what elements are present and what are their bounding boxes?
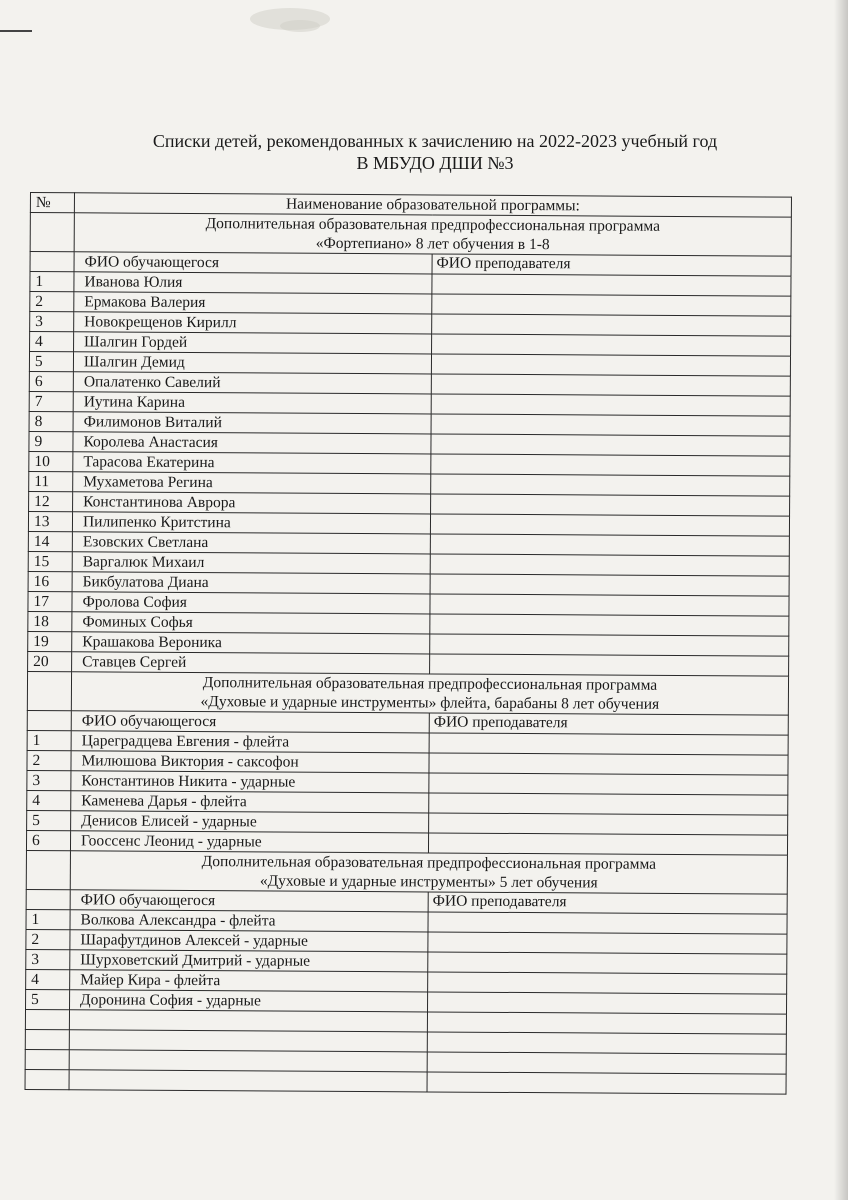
student-name-header: ФИО обучающегося (70, 890, 428, 912)
row-number: 19 (28, 631, 72, 651)
student-name: Варгалюк Михаил (72, 552, 430, 574)
row-number: 1 (30, 272, 74, 292)
enrollment-table (25, 192, 792, 1095)
teacher-name-cell (431, 494, 790, 516)
teacher-name-cell (432, 314, 791, 336)
student-name: Шалгин Гордей (74, 332, 432, 354)
row-number: 20 (28, 651, 72, 671)
program-title-line-1: Дополнительная образовательная предпрофессиональная программа (205, 215, 661, 235)
student-name: Тарасова Екатерина (73, 452, 431, 474)
student-name: Ермакова Валерия (74, 292, 432, 314)
row-number: 18 (28, 611, 72, 631)
title-line-2: В МБУДО ДШИ №3 (356, 153, 514, 173)
empty-cell (69, 1050, 427, 1072)
student-name: Иванова Юлия (74, 272, 432, 294)
empty-cell (27, 671, 71, 710)
teacher-name-cell (428, 833, 787, 855)
teacher-name-cell (429, 813, 788, 835)
empty-cell (27, 710, 71, 730)
teacher-name-cell (430, 614, 789, 636)
student-name: Новокрещенов Кирилл (74, 312, 432, 334)
empty-cell (25, 1029, 69, 1049)
empty-cell (69, 1010, 427, 1032)
teacher-name-header: ФИО преподавателя (429, 713, 788, 735)
row-number: 8 (29, 411, 73, 431)
row-number: 4 (26, 969, 70, 989)
student-name: Пилипенко Критстина (72, 512, 430, 534)
row-number: 3 (27, 770, 71, 790)
teacher-name-cell (431, 394, 790, 416)
scan-shadow (834, 0, 848, 1200)
row-number: 5 (26, 989, 70, 1009)
row-number: 6 (26, 830, 70, 850)
student-name: Константинов Никита - ударные (71, 771, 429, 793)
student-name-header: ФИО обучающегося (71, 711, 429, 733)
student-name: Доронина София - ударные (70, 990, 428, 1012)
empty-cell (30, 213, 74, 252)
student-name: Иутина Карина (73, 392, 431, 414)
student-name: Крашакова Вероника (72, 632, 430, 654)
teacher-name-cell (428, 932, 787, 954)
teacher-name-cell (432, 274, 791, 296)
student-name: Фоминых Софья (72, 612, 430, 634)
program-title-line-2: «Фортепиано» 8 лет обучения в 1-8 (315, 234, 550, 254)
teacher-name-cell (430, 594, 789, 616)
title-line-1: Списки детей, рекомендованных к зачислению на 2022-2023 учебный год (152, 131, 718, 151)
student-name: Денисов Елисей - ударные (71, 811, 429, 833)
program-title (74, 213, 791, 256)
empty-cell (427, 1072, 786, 1094)
document-title (40, 130, 830, 174)
teacher-name-cell (430, 654, 789, 676)
row-number: 2 (26, 929, 70, 949)
program-title-line-1: Дополнительная образовательная предпрофессиональная программа (202, 674, 658, 694)
empty-cell (427, 1012, 786, 1034)
program-title (71, 672, 788, 715)
row-number: 1 (26, 909, 70, 929)
row-number: 6 (29, 371, 73, 391)
student-name: Константинова Аврора (73, 492, 431, 514)
student-name: Волкова Александра - флейта (70, 910, 428, 932)
student-name: Милюшова Виктория - саксофон (71, 751, 429, 773)
teacher-name-cell (430, 514, 789, 536)
teacher-name-cell (431, 414, 790, 436)
student-name: Опалатенко Савелий (73, 372, 431, 394)
teacher-name-cell (430, 634, 789, 656)
program-title-row (30, 213, 791, 257)
empty-cell (427, 1052, 786, 1074)
row-number: 7 (29, 391, 73, 411)
empty-cell (427, 1032, 786, 1054)
teacher-name-cell (431, 434, 790, 456)
teacher-name-cell (431, 474, 790, 496)
teacher-name-cell (430, 554, 789, 576)
program-title-line-2: «Духовые и ударные инструменты» флейта, барабаны 8 лет обучения (200, 693, 660, 713)
row-number: 3 (30, 312, 74, 332)
program-title-row (27, 671, 788, 715)
row-number: 16 (28, 571, 72, 591)
teacher-name-cell (431, 454, 790, 476)
scan-smudge (280, 20, 320, 32)
student-name: Королева Анастасия (73, 432, 431, 454)
student-name: Ставцев Сергей (72, 652, 430, 674)
empty-cell (25, 1069, 69, 1089)
student-name: Шурховетский Дмитрий - ударные (70, 950, 428, 972)
row-number: 3 (26, 949, 70, 969)
teacher-name-cell (430, 534, 789, 556)
empty-cell (25, 1049, 69, 1069)
row-number: 1 (27, 730, 71, 750)
student-name: Филимонов Виталий (73, 412, 431, 434)
empty-cell (69, 1030, 427, 1052)
student-name: Фролова София (72, 592, 430, 614)
row-number: 9 (29, 431, 73, 451)
program-title-line-1: Дополнительная образовательная предпрофессиональная программа (201, 853, 657, 873)
program-header: Наименование образовательной программы: (74, 193, 791, 217)
teacher-name-cell (430, 574, 789, 596)
scan-edge-mark (0, 30, 32, 32)
row-number: 2 (27, 750, 71, 770)
teacher-name-cell (429, 773, 788, 795)
student-name: Езовских Светлана (72, 532, 430, 554)
teacher-name-header: ФИО преподавателя (428, 892, 787, 914)
student-name: Гооссенс Леонид - ударные (70, 831, 428, 853)
number-header: № (30, 193, 74, 213)
row-number: 15 (28, 551, 72, 571)
program-title-line-2: «Духовые и ударные инструменты» 5 лет обучения (259, 872, 598, 892)
row-number: 2 (30, 292, 74, 312)
student-name: Шалгин Демид (73, 352, 431, 374)
empty-row (25, 1069, 786, 1094)
student-name-header: ФИО обучающегося (74, 252, 432, 274)
row-number: 14 (28, 531, 72, 551)
row-number: 17 (28, 591, 72, 611)
row-number: 12 (29, 491, 73, 511)
row-number: 13 (28, 511, 72, 531)
teacher-name-cell (427, 992, 786, 1014)
teacher-name-cell (431, 374, 790, 396)
program-title (70, 851, 787, 894)
teacher-name-cell (432, 334, 791, 356)
empty-cell (26, 850, 70, 889)
empty-cell (25, 1009, 69, 1029)
row-number: 5 (27, 810, 71, 830)
empty-cell (26, 889, 70, 909)
student-name: Мухаметова Регина (73, 472, 431, 494)
teacher-name-cell (428, 972, 787, 994)
row-number: 11 (29, 471, 73, 491)
teacher-name-cell (432, 294, 791, 316)
teacher-name-cell (429, 733, 788, 755)
teacher-name-cell (428, 952, 787, 974)
program-title-row (26, 850, 787, 894)
student-name: Шарафутдинов Алексей - ударные (70, 930, 428, 952)
empty-cell (30, 252, 74, 272)
row-number: 4 (27, 790, 71, 810)
teacher-name-header: ФИО преподавателя (432, 254, 791, 276)
teacher-name-cell (429, 793, 788, 815)
row-number: 4 (30, 332, 74, 352)
student-name: Каменева Дарья - флейта (71, 791, 429, 813)
teacher-name-cell (431, 354, 790, 376)
row-number: 5 (29, 352, 73, 372)
student-name: Цареградцева Евгения - флейта (71, 731, 429, 753)
teacher-name-cell (429, 753, 788, 775)
student-name: Майер Кира - флейта (70, 970, 428, 992)
empty-cell (69, 1070, 427, 1092)
row-number: 10 (29, 451, 73, 471)
teacher-name-cell (428, 912, 787, 934)
student-name: Бикбулатова Диана (72, 572, 430, 594)
